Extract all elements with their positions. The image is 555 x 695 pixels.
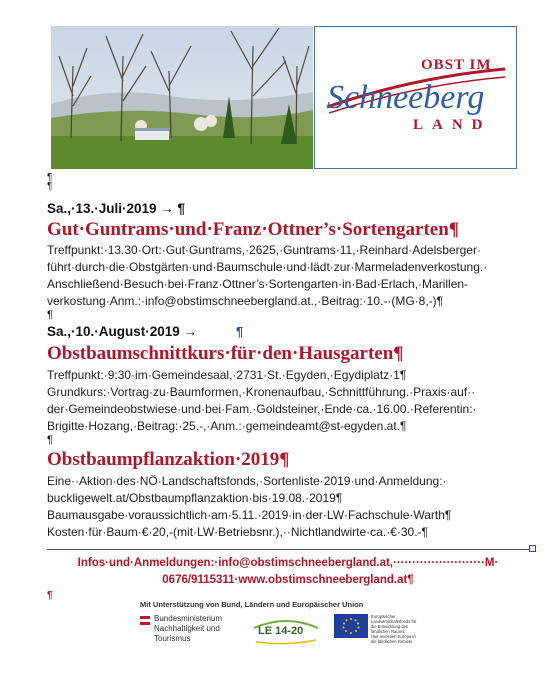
eu-funding-logo <box>334 614 434 650</box>
event-2-title: Obstbaumschnittkurs·für·den·Hausgarten¶ <box>47 343 404 364</box>
ministry-logo <box>140 614 240 650</box>
event-2-line: Grundkurs:·Vortrag·zu·Baumformen,·Kronenaufbau,·Schnittführung.·Praxis·auf·· <box>47 385 476 399</box>
event-1-line: führt·durch·die·Obstgärten·und·Baumschule·und·lädt·zur·Marmeladenverkostung.· <box>47 260 488 274</box>
anchor-marker <box>529 545 536 552</box>
footer-contact-line: Infos·und·Anmeldungen:·info@obstimschneebergland.at,························M· <box>77 557 499 569</box>
logo-top-text: OBST IM <box>421 57 492 73</box>
orchard-photo-drawing <box>51 26 313 169</box>
pilcrow-mark: ¶ <box>236 324 244 339</box>
ministry-line: Bundesministerium <box>154 614 223 623</box>
support-heading: Mit Unterstützung von Bund, Ländern und Europäischer Union <box>140 600 364 609</box>
eu-line: Hier investiert Europa in <box>371 634 416 639</box>
pilcrow-mark: ¶ <box>47 434 53 446</box>
ministry-line: Tourismus <box>154 634 191 643</box>
pilcrow-mark: ¶ <box>47 590 53 601</box>
eu-line: die ländlichen Gebiete <box>371 639 413 644</box>
pilcrow-mark: ¶ <box>47 309 53 321</box>
event-3-line: Baumausgabe·voraussichtlich·am·5.11.·2019·in·der·LW·Fachschule·Warth¶ <box>47 508 452 522</box>
event-1-date: Sa.,·13.·Juli·2019 → ¶ <box>47 201 186 216</box>
pilcrow-mark: ¶ <box>47 172 53 183</box>
event-3-line: Kosten·für·Baum·€·20,-(mit·LW·Betriebsnr.),··Nichtlandwirte·ca.·€·30.-¶ <box>47 525 428 539</box>
event-1-line: Anschließend·Besuch·bei·Franz·Ottner’s·Sortengarten·in·Bad·Erlach,·Marillen- <box>47 277 469 291</box>
event-2-line: der·Gemeindeobstwiese·und·bei·Fam.·Goldsteiner,·Ende·ca.·16.00.·Referentin:· <box>47 402 477 416</box>
event-3-line: Eine··Aktion·des·NÖ·Landschaftsfonds,·Sortenliste·2019·und·Anmeldung:· <box>47 474 447 488</box>
pilcrow-mark: ¶ <box>47 181 53 192</box>
eu-line: die Entwicklung des <box>371 624 409 629</box>
eu-flag-icon <box>334 614 368 638</box>
le-text: LE 14-20 <box>258 625 304 637</box>
orchard-photo <box>51 26 313 169</box>
event-1-title: Gut·Guntrams·und·Franz·Ottner’s·Sortengarten¶ <box>47 219 460 240</box>
eu-text <box>371 614 416 644</box>
eu-line: Landwirtschaftsfonds für <box>371 619 417 624</box>
obst-im-schneebergland-logo <box>314 26 517 169</box>
event-1-line: Treffpunkt:·13.30·Ort:·Gut·Guntrams,·2625,·Guntrams·11,·Reinhard·Adelsberger· <box>47 243 481 257</box>
event-2-date: Sa.,·10.·August·2019 → <box>47 324 198 339</box>
eu-line: ländlichen Raums: <box>371 629 406 634</box>
logo-bottom-text: LAND <box>413 117 492 133</box>
event-2-line: Treffpunkt:·9:30·im·Gemeindesaal,·2731·St.·Egyden,·Egydiplatz·1¶ <box>47 368 407 382</box>
ministry-line: Nachhaltigkeit und <box>154 624 220 633</box>
event-3-title: Obstbaumpflanzaktion·2019¶ <box>47 449 290 470</box>
footer-divider <box>47 549 529 550</box>
event-1-line: verkostung·Anm.:·info@obstimschneebergland.at.,·Beitrag:·10.-·(MG·8,-)¶ <box>47 294 444 308</box>
event-3-line: buckligewelt.at/Obstbaumpflanzaktion·bis·19.08.·2019¶ <box>47 491 343 505</box>
eu-line: Europäischer <box>371 614 396 619</box>
footer-website-line: 0676/9115311·www.obstimschneebergland.at¶ <box>162 574 414 586</box>
logo-main-text: Schneeberg <box>327 79 485 116</box>
le-14-20-logo <box>250 616 322 646</box>
event-2-line: Brigitte·Hozang,·Beitrag:·25.-,·Anm.:·gemeindeamt@st-egyden.at.¶ <box>47 419 407 433</box>
flag-icon-stripe <box>140 622 150 625</box>
